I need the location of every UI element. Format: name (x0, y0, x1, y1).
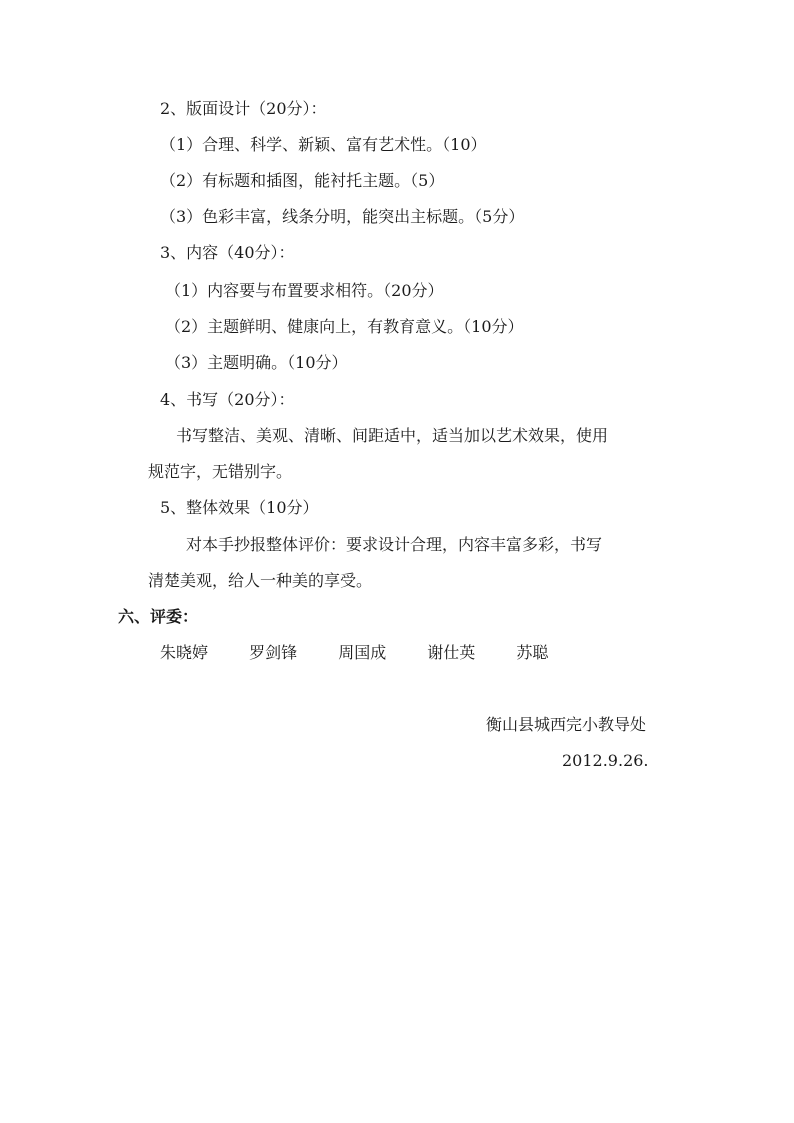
judge-name-2: 罗剑锋 (249, 643, 298, 662)
content-heading: 3、内容（40分）： (160, 243, 295, 262)
footer-date: 2012.9.26. (562, 751, 649, 770)
writing-line-2: 规范字，无错别字。 (148, 462, 293, 481)
overall-line-2: 清楚美观，给人一种美的享受。 (148, 571, 373, 590)
judge-name-3: 周国成 (338, 643, 387, 662)
design-item-2: （2）有标题和插图，能衬托主题。（5） (160, 171, 445, 190)
overall-heading: 5、整体效果（10分） (160, 498, 319, 517)
design-item-1: （1）合理、科学、新颖、富有艺术性。（10） (160, 135, 487, 154)
writing-heading: 4、书写（20分）： (160, 390, 295, 409)
overall-line-1: 对本手抄报整体评价：要求设计合理，内容丰富多彩，书写 (186, 535, 603, 554)
content-item-3: （3）主题明确。（10分） (165, 353, 348, 372)
design-item-3: （3）色彩丰富，线条分明，能突出主标题。（5分） (160, 207, 525, 226)
content-item-1: （1）内容要与布置要求相符。（20分） (165, 281, 444, 300)
content-item-2: （2）主题鲜明、健康向上，有教育意义。（10分） (165, 317, 524, 336)
judges-list (160, 642, 548, 664)
judge-name-1: 朱晓婷 (160, 643, 209, 662)
judges-heading: 六、评委： (118, 607, 199, 626)
judge-name-4: 谢仕英 (427, 643, 476, 662)
writing-line-1: 书写整洁、美观、清晰、间距适中，适当加以艺术效果，使用 (176, 426, 609, 445)
footer-organization: 衡山县城西完小教导处 (486, 715, 647, 734)
judge-name-5: 苏聪 (516, 643, 549, 662)
design-heading: 2、版面设计（20分）： (160, 99, 327, 118)
